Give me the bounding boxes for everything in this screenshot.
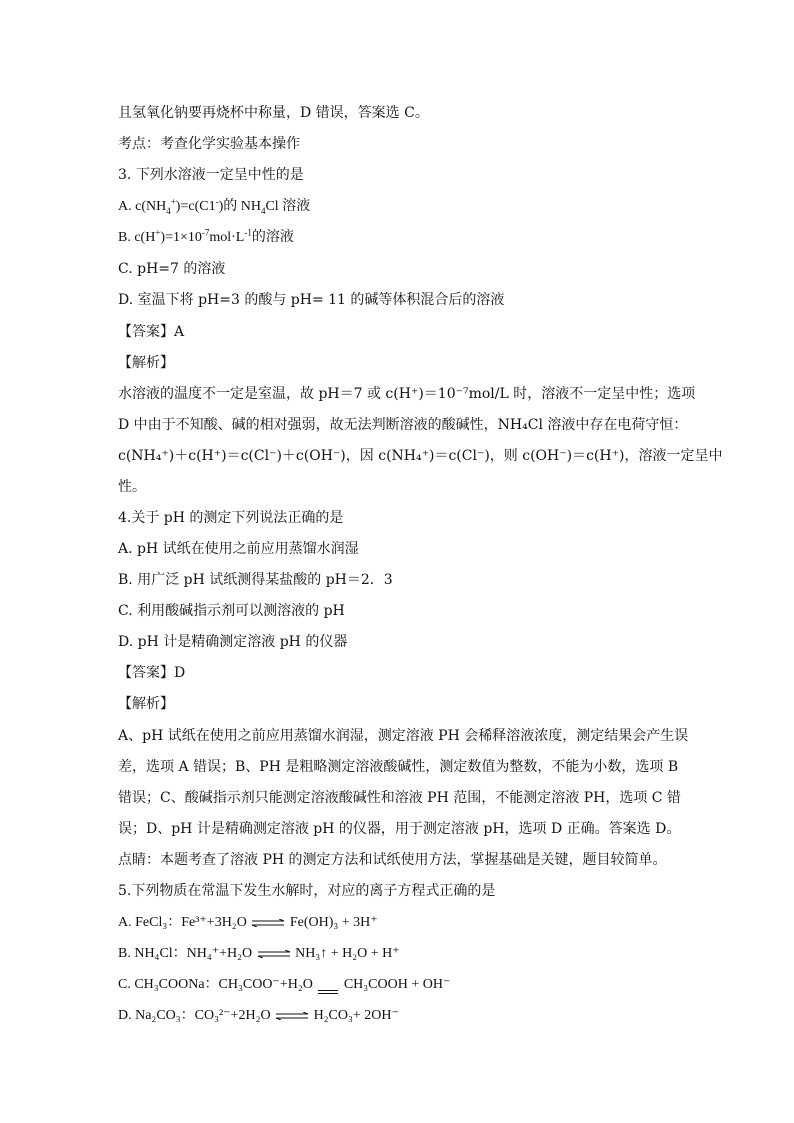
question-3-analysis-label: 【解析】: [118, 355, 174, 371]
question-3-option-d: D. 室温下将 pH=3 的酸与 pH= 11 的碱等体积混合后的溶液: [118, 292, 505, 308]
equation-right: NH₃↑ + H₂O + H⁺: [295, 946, 400, 961]
question-4-option-c: C. 利用酸碱指示剂可以测溶液的 pH: [118, 603, 345, 619]
reversible-arrow-icon: [251, 919, 285, 927]
question-3-analysis-line: 性。: [118, 479, 146, 495]
question-4-option-b: B. 用广泛 pH 试纸测得某盐酸的 pH＝2．3: [118, 572, 393, 588]
question-3-analysis-line: 水溶液的温度不一定是室温，故 pH＝7 或 c(H⁺)＝10⁻⁷mol/L 时，溶液不一定呈中性；选项: [118, 386, 696, 402]
question-3-option-c: C. pH=7 的溶液: [118, 261, 226, 277]
question-4-option-d: D. pH 计是精确测定溶液 pH 的仪器: [118, 634, 348, 650]
equation-right: H₂CO₃+ 2OH⁻: [313, 1008, 399, 1023]
equation-right: Fe(OH)₃ + 3H⁺: [289, 915, 378, 930]
question-4-analysis-label: 【解析】: [118, 696, 174, 712]
equation-right: CH₃COOH + OH⁻: [343, 977, 451, 992]
question-4-analysis-line: 错误；C、酸碱指示剂只能测定溶液酸碱性和溶液 PH 范围，不能测定溶液 PH，选项 C 错: [118, 790, 681, 806]
question-4-answer: 【答案】D: [118, 665, 186, 681]
equation-left: C. CH₃COONa：CH₃COO⁻+H₂O: [118, 977, 313, 992]
question-3-stem: 3. 下列水溶液一定呈中性的是: [118, 167, 304, 183]
question-5-option-a: [118, 913, 378, 933]
question-4-option-a: A. pH 试纸在使用之前应用蒸馏水润湿: [118, 541, 359, 557]
equation-left: B. NH₄Cl：NH₄⁺+H₂O: [118, 946, 253, 961]
question-4-comment: 点睛：本题考查了溶液 PH 的测定方法和试纸使用方法，掌握基础是关键，题目较简单。: [118, 852, 667, 868]
text-line: 且氢氧化钠要再烧杯中称量，D 错误，答案选 C。: [118, 105, 429, 121]
equals-sign-icon: [317, 982, 339, 988]
question-5-stem: 5.下列物质在常温下发生水解时，对应的离子方程式正确的是: [118, 883, 496, 899]
question-4-stem: 4.关于 pH 的测定下列说法正确的是: [118, 510, 344, 526]
knowledge-point: 考点：考查化学实验基本操作: [118, 136, 300, 152]
question-3-analysis-line: D 中由于不知酸、碱的相对强弱，故无法判断溶液的酸碱性，NH₄Cl 溶液中存在电荷守恒：: [118, 417, 688, 433]
question-3-analysis-line: c(NH₄⁺)＋c(H⁺)＝c(Cl⁻)＋c(OH⁻)，因 c(NH₄⁺)＝c(Cl⁻)，则 c(OH⁻)＝c(H⁺)，溶液一定呈中: [118, 448, 723, 464]
question-5-option-d: [118, 1006, 399, 1026]
question-5-option-b: [118, 944, 400, 964]
question-4-analysis-line: 误；D、pH 计是精确测定溶液 pH 的仪器，用于测定溶液 pH，选项 D 正确。答案选 D。: [118, 821, 681, 837]
question-5-option-c: [118, 975, 450, 995]
question-3-answer: 【答案】A: [118, 324, 185, 340]
equation-left: A. FeCl₃：Fe³⁺+3H₂O: [118, 915, 247, 930]
question-3-option-a: A. $c(NH_4^+)=c(C1^-)$的 $NH_4Cl$ 溶液: [118, 196, 311, 216]
reversible-arrow-icon: [257, 950, 291, 958]
question-4-analysis-line: A、pH 试纸在使用之前应用蒸馏水润湿，测定溶液 PH 会稀释溶液浓度，测定结果会产生误: [118, 728, 689, 744]
question-4-analysis-line: 差，选项 A 错误；B、PH 是粗略测定溶液酸碱性，测定数值为整数，不能为小数，选项 B: [118, 759, 679, 775]
reversible-arrow-icon: [275, 1012, 309, 1020]
question-3-option-b: B. $c(H^+)=1\times 10^{-7}mol\cdot L^{-1}$的溶液: [118, 227, 294, 245]
equation-left: D. Na₂CO₃：CO₃²⁻+2H₂O: [118, 1008, 271, 1023]
